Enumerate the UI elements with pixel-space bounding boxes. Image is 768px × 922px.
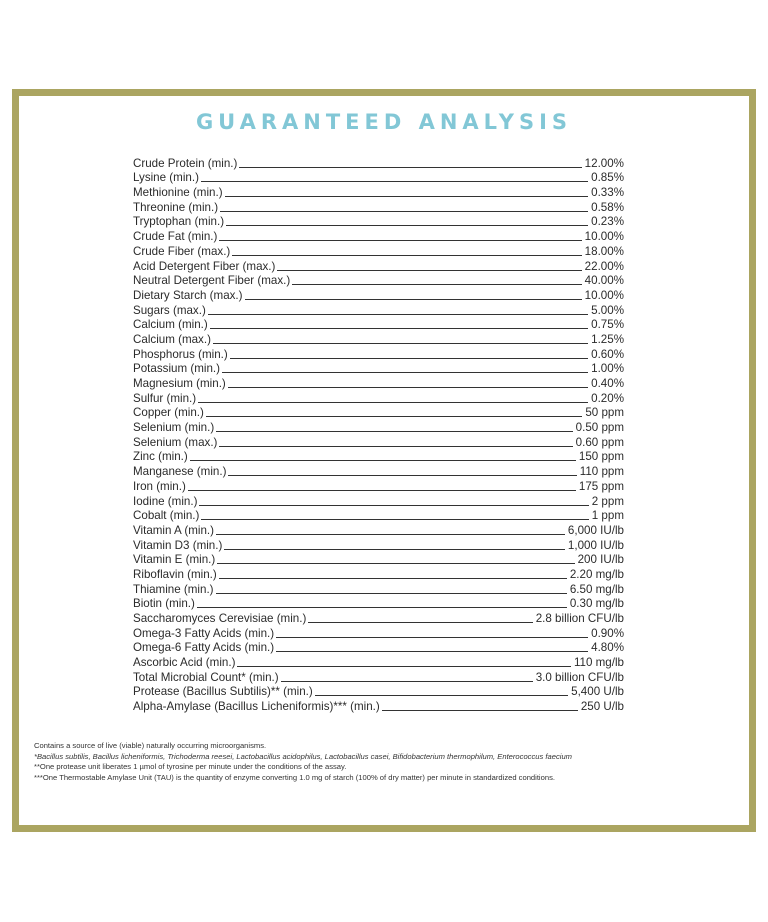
analysis-row <box>133 567 624 582</box>
nutrient-value: 250 U/lb <box>580 700 624 714</box>
nutrient-label: Vitamin D3 (min.) <box>133 538 223 552</box>
nutrient-value: 200 IU/lb <box>577 553 624 567</box>
analysis-row <box>133 156 624 171</box>
nutrient-label: Crude Protein (min.) <box>133 156 238 170</box>
analysis-row <box>133 215 624 230</box>
nutrient-label: Sugars (max.) <box>133 303 206 317</box>
nutrient-value: 150 ppm <box>578 450 624 464</box>
analysis-row <box>133 685 624 700</box>
leader-line <box>230 358 588 359</box>
leader-line <box>277 270 581 271</box>
nutrient-value: 0.33% <box>591 186 624 200</box>
footnotes <box>34 741 734 783</box>
nutrient-label: Selenium (max.) <box>133 435 218 449</box>
analysis-row <box>133 626 624 641</box>
nutrient-value: 12.00% <box>584 156 624 170</box>
leader-line <box>208 314 588 315</box>
nutrient-label: Calcium (max.) <box>133 332 211 346</box>
analysis-row <box>133 376 624 391</box>
leader-line <box>382 710 578 711</box>
analysis-row <box>133 494 624 509</box>
analysis-row <box>133 288 624 303</box>
nutrient-label: Riboflavin (min.) <box>133 567 217 581</box>
nutrient-value: 0.90% <box>591 626 624 640</box>
footnote-protease: **One protease unit liberates 1 µmol of tyrosine per minute under the conditions of the assay. <box>34 762 347 771</box>
leader-line <box>190 460 576 461</box>
nutrient-value: 110 ppm <box>579 465 624 479</box>
nutrient-label: Zinc (min.) <box>133 450 188 464</box>
analysis-row <box>133 597 624 612</box>
leader-line <box>276 637 588 638</box>
nutrient-value: 6,000 IU/lb <box>567 523 624 537</box>
leader-line <box>225 196 589 197</box>
leader-line <box>201 519 588 520</box>
nutrient-value: 6.50 mg/lb <box>569 582 624 596</box>
nutrient-value: 5.00% <box>591 303 624 317</box>
nutrient-label: Vitamin E (min.) <box>133 553 216 567</box>
analysis-row <box>133 362 624 377</box>
leader-line <box>245 299 582 300</box>
leader-line <box>276 651 588 652</box>
nutrient-value: 1.25% <box>591 332 624 346</box>
leader-line <box>188 490 576 491</box>
analysis-row <box>133 670 624 685</box>
nutrient-label: Acid Detergent Fiber (max.) <box>133 259 276 273</box>
footnote-organisms <box>34 752 734 763</box>
leader-line <box>206 416 582 417</box>
nutrient-value: 50 ppm <box>585 406 624 420</box>
leader-line <box>213 343 588 344</box>
nutrient-label: Ascorbic Acid (min.) <box>133 656 236 670</box>
leader-line <box>219 446 572 447</box>
leader-line <box>315 695 568 696</box>
analysis-row <box>133 479 624 494</box>
nutrient-label: Total Microbial Count* (min.) <box>133 670 279 684</box>
nutrient-value: 0.40% <box>591 377 624 390</box>
analysis-row <box>133 259 624 274</box>
nutrient-value: 0.23% <box>591 215 624 229</box>
analysis-row <box>133 274 624 289</box>
analysis-row <box>133 406 624 421</box>
nutrient-value: 0.75% <box>591 318 624 332</box>
nutrient-value: 1.00% <box>591 362 624 376</box>
nutrient-value: 1,000 IU/lb <box>567 538 624 552</box>
nutrient-label: Lysine (min.) <box>133 171 199 185</box>
analysis-table <box>133 156 624 714</box>
nutrient-label: Crude Fat (min.) <box>133 230 218 244</box>
leader-line <box>228 387 588 388</box>
nutrient-label: Protease (Bacillus Subtilis)** (min.) <box>133 685 313 699</box>
nutrient-value: 2 ppm <box>591 494 624 508</box>
analysis-row <box>133 318 624 333</box>
leader-line <box>197 607 567 608</box>
leader-line <box>239 167 581 168</box>
nutrient-value: 175 ppm <box>578 479 624 493</box>
analysis-row <box>133 244 624 259</box>
nutrient-label: Potassium (min.) <box>133 362 220 376</box>
leader-line <box>216 593 567 594</box>
leader-line <box>232 255 581 256</box>
nutrient-label: Dietary Starch (max.) <box>133 288 243 302</box>
nutrient-label: Iron (min.) <box>133 479 186 493</box>
leader-line <box>210 328 588 329</box>
nutrient-label: Tryptophan (min.) <box>133 215 225 229</box>
nutrient-value: 2.8 billion CFU/lb <box>535 612 624 625</box>
nutrient-label: Neutral Detergent Fiber (max.) <box>133 274 291 288</box>
nutrient-value: 5,400 U/lb <box>571 685 624 699</box>
footnote-live: Contains a source of live (viable) naturally occurring microorganisms. <box>34 741 267 750</box>
nutrient-label: Manganese (min.) <box>133 465 227 479</box>
analysis-row <box>133 420 624 435</box>
analysis-row <box>133 185 624 200</box>
analysis-row <box>133 332 624 347</box>
analysis-row <box>133 699 624 714</box>
nutrient-value: 22.00% <box>584 259 624 273</box>
analysis-row <box>133 171 624 186</box>
analysis-row <box>133 553 624 568</box>
nutrient-label: Saccharomyces Cerevisiae (min.) <box>133 612 307 625</box>
nutrient-value: 3.0 billion CFU/lb <box>535 670 624 684</box>
leader-line <box>308 622 532 623</box>
nutrient-label: Iodine (min.) <box>133 494 198 508</box>
nutrient-value: 40.00% <box>584 274 624 288</box>
analysis-row <box>133 347 624 362</box>
leader-line <box>222 372 588 373</box>
analysis-row <box>133 509 624 524</box>
footnote-amylase: ***One Thermostable Amylase Unit (TAU) is the quantity of enzyme converting 1.0 mg of starch (100% of dry matter) per minute in standardized conditions. <box>34 772 555 782</box>
nutrient-label: Cobalt (min.) <box>133 509 200 523</box>
nutrient-label: Vitamin A (min.) <box>133 523 214 537</box>
leader-line <box>217 563 574 564</box>
nutrient-value: 110 mg/lb <box>573 656 624 670</box>
nutrient-label: Thiamine (min.) <box>133 582 214 596</box>
analysis-row <box>133 538 624 553</box>
leader-line <box>220 211 588 212</box>
analysis-row <box>133 641 624 656</box>
leader-line <box>198 402 588 403</box>
analysis-row <box>133 523 624 538</box>
leader-line <box>224 549 565 550</box>
nutrient-value: 0.60% <box>591 347 624 361</box>
page-title: GUARANTEED ANALYSIS <box>195 110 573 134</box>
nutrient-value: 0.50 ppm <box>575 421 624 435</box>
nutrient-label: Magnesium (min.) <box>133 377 226 390</box>
analysis-row <box>133 435 624 450</box>
nutrient-label: Phosphorus (min.) <box>133 347 228 361</box>
leader-line <box>228 475 576 476</box>
nutrient-label: Omega-6 Fatty Acids (min.) <box>133 641 275 655</box>
nutrient-value: 0.30 mg/lb <box>569 597 624 611</box>
leader-line <box>201 181 588 182</box>
nutrient-value: 18.00% <box>584 244 624 258</box>
leader-line <box>216 431 572 432</box>
nutrient-value: 10.00% <box>584 288 624 302</box>
nutrient-label: Copper (min.) <box>133 406 204 420</box>
analysis-row <box>133 303 624 318</box>
leader-line <box>216 534 565 535</box>
nutrient-value: 0.58% <box>591 200 624 214</box>
nutrient-label: Selenium (min.) <box>133 421 215 435</box>
leader-line <box>237 666 571 667</box>
analysis-row <box>133 229 624 244</box>
analysis-row <box>133 464 624 479</box>
nutrient-label: Omega-3 Fatty Acids (min.) <box>133 626 275 640</box>
leader-line <box>199 505 588 506</box>
analysis-row <box>133 655 624 670</box>
leader-line <box>219 578 567 579</box>
nutrient-label: Methionine (min.) <box>133 186 223 200</box>
nutrient-label: Threonine (min.) <box>133 200 219 214</box>
nutrient-value: 2.20 mg/lb <box>569 567 624 581</box>
nutrient-label: Sulfur (min.) <box>133 391 197 405</box>
leader-line <box>219 240 581 241</box>
leader-line <box>292 284 581 285</box>
nutrient-value: 0.85% <box>591 171 624 185</box>
analysis-row <box>133 391 624 406</box>
nutrient-label: Alpha-Amylase (Bacillus Licheniformis)*** (min.) <box>133 700 380 714</box>
analysis-row <box>133 611 624 626</box>
nutrient-label: Biotin (min.) <box>133 597 195 611</box>
analysis-row <box>133 582 624 597</box>
nutrient-value: 1 ppm <box>591 509 624 523</box>
analysis-row <box>133 200 624 215</box>
nutrient-value: 4.80% <box>591 641 624 655</box>
nutrient-label: Calcium (min.) <box>133 318 208 332</box>
analysis-row <box>133 450 624 465</box>
footnote-organisms-text: *Bacillus subtilis, Bacillus licheniformis, Trichoderma reesei, Lactobacillus acidophilus, Lactobacillus casei, Bifidobacterium thermophilum, Enterococcus faecium <box>34 751 572 761</box>
nutrient-value: 0.20% <box>591 391 624 405</box>
nutrient-value: 0.60 ppm <box>575 435 624 449</box>
leader-line <box>281 681 533 682</box>
leader-line <box>226 225 588 226</box>
nutrient-value: 10.00% <box>584 230 624 244</box>
nutrient-label: Crude Fiber (max.) <box>133 244 231 258</box>
